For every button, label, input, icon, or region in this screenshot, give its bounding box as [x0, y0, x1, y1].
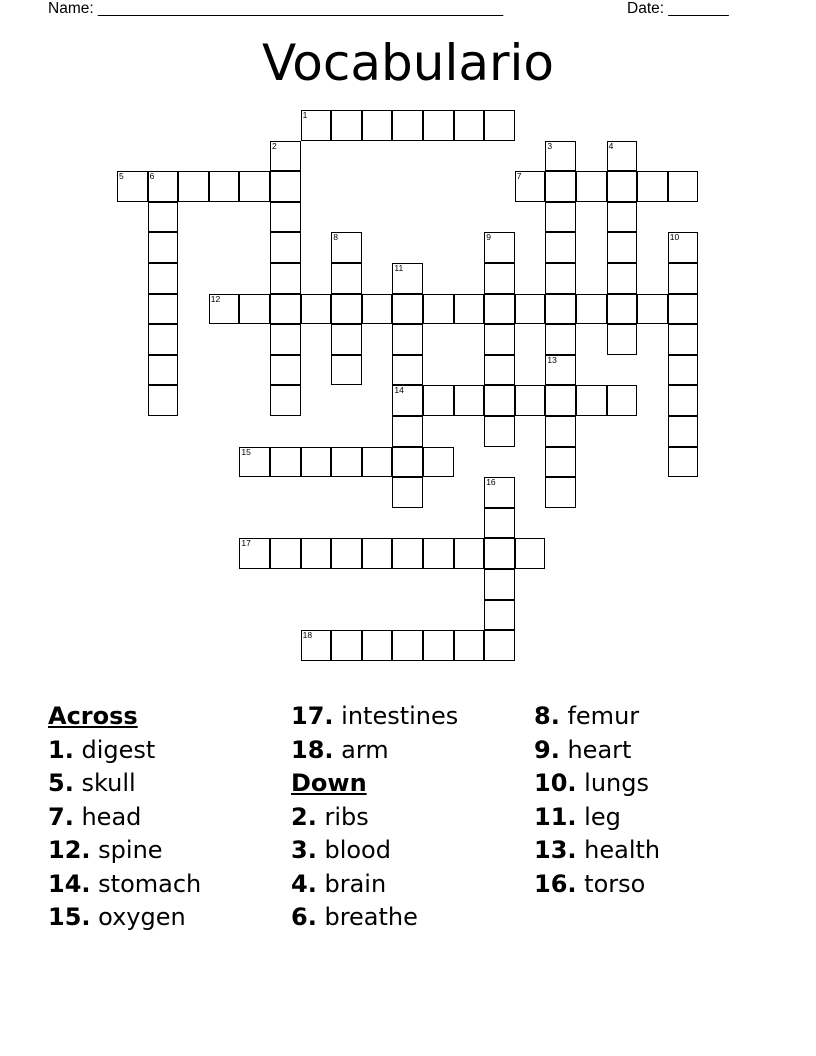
- crossword-cell[interactable]: [576, 385, 607, 416]
- crossword-cell[interactable]: [515, 538, 546, 569]
- crossword-cell[interactable]: [270, 385, 301, 416]
- crossword-cell[interactable]: [392, 324, 423, 355]
- clue-number: 2.: [291, 802, 317, 831]
- crossword-cell[interactable]: [484, 600, 515, 631]
- crossword-cell[interactable]: [668, 294, 699, 325]
- crossword-cell[interactable]: [301, 447, 332, 478]
- clue-text: skull: [81, 769, 136, 797]
- crossword-cell[interactable]: [484, 416, 515, 447]
- clue-text: blood: [324, 836, 391, 864]
- crossword-cell[interactable]: [148, 385, 179, 416]
- clue-across-5: [48, 767, 201, 801]
- crossword-cell[interactable]: [117, 171, 148, 202]
- crossword-cell[interactable]: [148, 171, 179, 202]
- clue-down-2: [291, 801, 458, 835]
- across-heading: Across: [48, 702, 138, 730]
- clue-number: 6.: [291, 903, 317, 931]
- cell-number: 14: [394, 385, 404, 396]
- clue-text: torso: [584, 869, 646, 898]
- clue-text: oxygen: [98, 903, 186, 931]
- clue-number: 3.: [291, 836, 317, 864]
- cell-number: 3: [547, 140, 553, 151]
- crossword-cell[interactable]: [301, 110, 332, 141]
- crossword-cell[interactable]: [178, 171, 209, 202]
- crossword-cell[interactable]: [270, 141, 301, 172]
- clue-number: 10.: [534, 769, 577, 797]
- crossword-cell[interactable]: [484, 324, 515, 355]
- clue-number: 8.: [534, 702, 560, 730]
- clue-text: digest: [81, 735, 156, 764]
- crossword-cell[interactable]: [668, 355, 699, 386]
- cell-number: 15: [241, 446, 251, 457]
- clue-number: 5.: [48, 769, 74, 797]
- crossword-cell[interactable]: [362, 538, 393, 569]
- crossword-cell[interactable]: [392, 385, 423, 416]
- crossword-cell[interactable]: [668, 416, 699, 447]
- crossword-cell[interactable]: [515, 294, 546, 325]
- clue-down-16: [534, 868, 660, 902]
- crossword-cell[interactable]: [668, 171, 699, 202]
- page-title: Vocabulario: [261, 34, 555, 92]
- crossword-cell[interactable]: [484, 355, 515, 386]
- crossword-cell[interactable]: [148, 202, 179, 233]
- crossword-cell[interactable]: [607, 202, 638, 233]
- name-field[interactable]: Name: _______________________________________________: [48, 0, 504, 17]
- clue-across-7: [48, 801, 201, 835]
- crossword-cell[interactable]: [607, 324, 638, 355]
- crossword-cell[interactable]: [270, 263, 301, 294]
- crossword-cell[interactable]: [331, 110, 362, 141]
- clue-number: 1.: [48, 735, 74, 764]
- clue-down-13: [534, 834, 660, 868]
- crossword-cell[interactable]: [362, 294, 393, 325]
- clue-column-1: [48, 700, 201, 935]
- crossword-cell[interactable]: [484, 538, 515, 569]
- clue-column-2: [291, 700, 458, 935]
- clue-down-9: [534, 734, 660, 768]
- clue-text: health: [584, 836, 661, 864]
- clue-number: 15.: [48, 903, 91, 931]
- crossword-cell[interactable]: [545, 355, 576, 386]
- clue-across-15: [48, 901, 201, 935]
- crossword-cell[interactable]: [392, 416, 423, 447]
- crossword-cell[interactable]: [301, 630, 332, 661]
- crossword-cell[interactable]: [668, 263, 699, 294]
- crossword-cell[interactable]: [362, 630, 393, 661]
- date-field[interactable]: Date: _______: [627, 0, 729, 17]
- crossword-cell[interactable]: [239, 294, 270, 325]
- crossword-cell[interactable]: [270, 294, 301, 325]
- clue-across-12: [48, 834, 201, 868]
- crossword-cell[interactable]: [331, 630, 362, 661]
- cell-number: 18: [302, 630, 313, 641]
- crossword-cell[interactable]: [545, 141, 576, 172]
- crossword-cell[interactable]: [423, 630, 454, 661]
- clue-text: spine: [98, 836, 163, 864]
- crossword-cell[interactable]: [148, 232, 179, 263]
- cell-number: 9: [486, 232, 491, 243]
- crossword-cell[interactable]: [270, 324, 301, 355]
- crossword-cell[interactable]: [545, 202, 576, 233]
- clue-text: lungs: [584, 769, 649, 797]
- cell-number: 11: [394, 263, 404, 273]
- clue-across-18: [291, 734, 458, 768]
- cell-number: 1: [302, 110, 308, 120]
- cell-number: 6: [149, 171, 155, 182]
- crossword-cell[interactable]: [362, 110, 393, 141]
- crossword-cell[interactable]: [668, 447, 699, 478]
- crossword-cell[interactable]: [270, 202, 301, 233]
- crossword-cell[interactable]: [362, 447, 393, 478]
- clue-number: 13.: [534, 836, 577, 864]
- clue-down-6: [291, 901, 458, 935]
- clue-number: 11.: [534, 802, 577, 831]
- clue-across-1: [48, 734, 201, 768]
- cell-number: 12: [210, 293, 221, 304]
- clue-text: intestines: [341, 702, 459, 730]
- cell-number: 16: [486, 477, 496, 488]
- crossword-cell[interactable]: [545, 171, 576, 202]
- crossword-cell[interactable]: [392, 447, 423, 478]
- crossword-cell[interactable]: [637, 171, 668, 202]
- crossword-cell[interactable]: [515, 385, 546, 416]
- crossword-cell[interactable]: [423, 110, 454, 141]
- crossword-cell[interactable]: [148, 263, 179, 294]
- clue-down-11: [534, 801, 660, 835]
- cell-number: 5: [119, 171, 124, 182]
- crossword-cell[interactable]: [331, 538, 362, 569]
- clue-number: 18.: [291, 735, 334, 764]
- down-heading: Down: [291, 769, 367, 797]
- crossword-cell[interactable]: [423, 294, 454, 325]
- crossword-cell[interactable]: [148, 355, 179, 386]
- crossword-cell[interactable]: [607, 141, 638, 172]
- crossword-cell[interactable]: [392, 294, 423, 325]
- crossword-cell[interactable]: [607, 171, 638, 202]
- crossword-cell[interactable]: [270, 447, 301, 478]
- crossword-cell[interactable]: [423, 385, 454, 416]
- clue-text: breathe: [324, 903, 418, 931]
- clue-down-3: [291, 834, 458, 868]
- crossword-cell[interactable]: [454, 385, 485, 416]
- crossword-cell[interactable]: [637, 294, 668, 325]
- clue-number: 16.: [534, 869, 577, 898]
- crossword-cell[interactable]: [331, 324, 362, 355]
- crossword-cell[interactable]: [392, 110, 423, 141]
- crossword-cell[interactable]: [545, 324, 576, 355]
- cell-number: 10: [669, 232, 680, 243]
- crossword-cell[interactable]: [392, 630, 423, 661]
- crossword-cell[interactable]: [454, 110, 485, 141]
- crossword-cell[interactable]: [148, 324, 179, 355]
- crossword-cell[interactable]: [148, 294, 179, 325]
- crossword-cell[interactable]: [301, 294, 332, 325]
- crossword-cell[interactable]: [545, 294, 576, 325]
- crossword-cell[interactable]: [454, 538, 485, 569]
- crossword-cell[interactable]: [392, 538, 423, 569]
- crossword-cell[interactable]: [270, 355, 301, 386]
- clue-number: 9.: [534, 735, 560, 764]
- crossword-cell[interactable]: [484, 508, 515, 539]
- crossword-cell[interactable]: [484, 232, 515, 263]
- crossword-cell[interactable]: [270, 538, 301, 569]
- crossword-cell[interactable]: [423, 538, 454, 569]
- crossword-cell[interactable]: [484, 110, 515, 141]
- crossword-cell[interactable]: [484, 263, 515, 294]
- clue-text: head: [81, 802, 142, 831]
- cell-number: 8: [333, 232, 338, 243]
- crossword-cell[interactable]: [392, 263, 423, 294]
- crossword-cell[interactable]: [331, 263, 362, 294]
- crossword-cell[interactable]: [484, 385, 515, 416]
- clue-down-4: [291, 868, 458, 902]
- crossword-cell[interactable]: [545, 477, 576, 508]
- clue-number: 7.: [48, 802, 74, 831]
- crossword-cell[interactable]: [576, 294, 607, 325]
- clue-text: ribs: [324, 802, 369, 831]
- crossword-cell[interactable]: [331, 294, 362, 325]
- crossword-cell[interactable]: [270, 171, 301, 202]
- crossword-cell[interactable]: [607, 232, 638, 263]
- crossword-cell[interactable]: [392, 477, 423, 508]
- clue-down-8: [534, 700, 660, 734]
- cell-number: 7: [516, 171, 522, 182]
- crossword-cell[interactable]: [423, 447, 454, 478]
- crossword-cell[interactable]: [607, 294, 638, 325]
- cell-number: 4: [608, 140, 614, 151]
- crossword-cell[interactable]: [331, 447, 362, 478]
- clue-down-10: [534, 767, 660, 801]
- crossword-cell[interactable]: [607, 263, 638, 294]
- crossword-cell[interactable]: [270, 232, 301, 263]
- clue-text: femur: [567, 702, 640, 730]
- clue-text: stomach: [98, 869, 202, 898]
- clue-text: arm: [341, 735, 389, 764]
- crossword-cell[interactable]: [454, 630, 485, 661]
- crossword-cell[interactable]: [545, 263, 576, 294]
- crossword-cell[interactable]: [668, 324, 699, 355]
- clue-across-17: [291, 700, 458, 734]
- crossword-cell[interactable]: [545, 447, 576, 478]
- crossword-cell[interactable]: [545, 416, 576, 447]
- crossword-cell[interactable]: [301, 538, 332, 569]
- clue-text: leg: [584, 802, 621, 831]
- clue-number: 17.: [291, 702, 334, 730]
- crossword-cell[interactable]: [576, 171, 607, 202]
- clue-text: brain: [324, 869, 387, 898]
- crossword-cell[interactable]: [239, 538, 270, 569]
- crossword-cell[interactable]: [668, 385, 699, 416]
- crossword-cell[interactable]: [607, 385, 638, 416]
- crossword-cell[interactable]: [209, 294, 240, 325]
- crossword-cell[interactable]: [484, 569, 515, 600]
- crossword-cell[interactable]: [392, 355, 423, 386]
- crossword-cell[interactable]: [331, 232, 362, 263]
- crossword-cell[interactable]: [239, 171, 270, 202]
- cell-number: 2: [272, 140, 277, 151]
- crossword-cell[interactable]: [454, 294, 485, 325]
- crossword-cell[interactable]: [484, 477, 515, 508]
- clue-text: heart: [567, 735, 632, 764]
- crossword-cell[interactable]: [209, 171, 240, 202]
- clue-number: 14.: [48, 869, 91, 898]
- crossword-cell[interactable]: [239, 447, 270, 478]
- cell-number: 17: [241, 538, 251, 549]
- crossword-cell[interactable]: [545, 232, 576, 263]
- clue-number: 4.: [291, 869, 317, 898]
- clue-number: 12.: [48, 836, 91, 864]
- clue-across-14: [48, 868, 201, 902]
- crossword-cell[interactable]: [331, 355, 362, 386]
- crossword-cell[interactable]: [668, 232, 699, 263]
- cell-number: 13: [547, 354, 557, 365]
- crossword-cell[interactable]: [545, 385, 576, 416]
- clue-column-3: [534, 700, 660, 901]
- crossword-cell[interactable]: [515, 171, 546, 202]
- crossword-cell[interactable]: [484, 630, 515, 661]
- crossword-cell[interactable]: [484, 294, 515, 325]
